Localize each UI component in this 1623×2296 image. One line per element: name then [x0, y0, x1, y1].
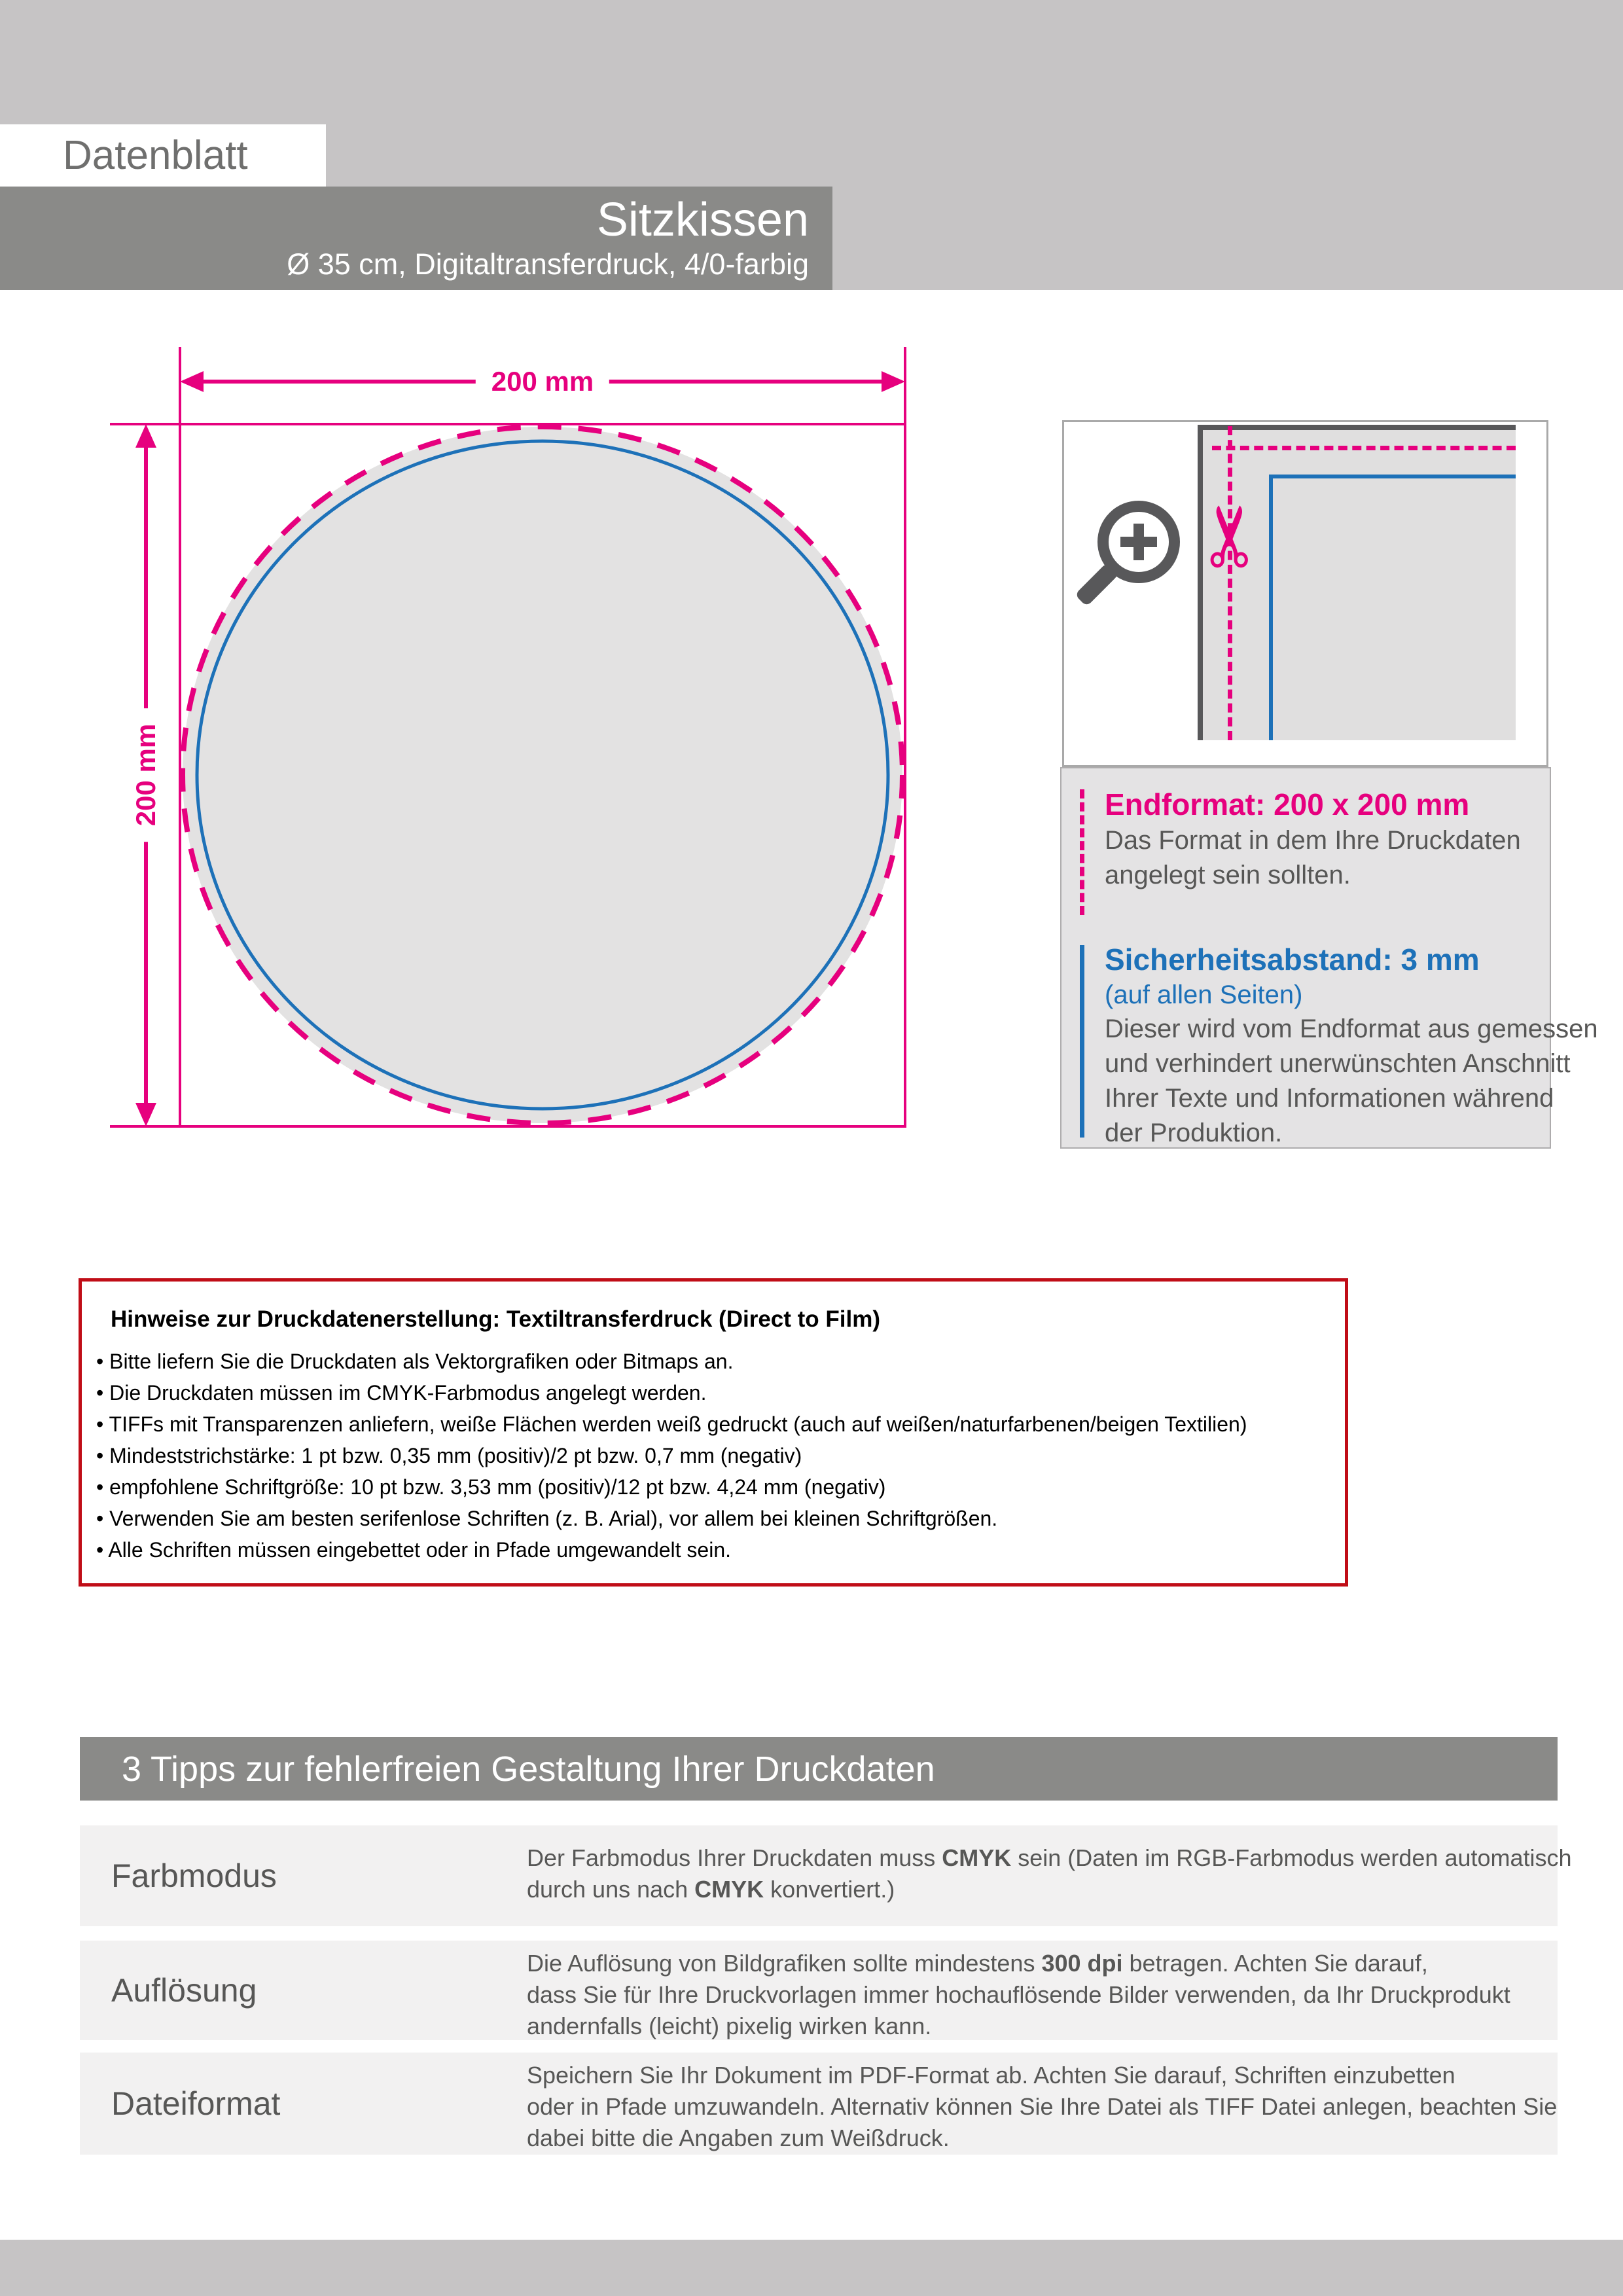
endformat-dashed-marker — [1080, 789, 1084, 915]
tip-text-bold: CMYK — [942, 1844, 1012, 1871]
cut-line-circle — [183, 427, 902, 1123]
safety-subtitle: (auf allen Seiten) — [1105, 980, 1303, 1009]
cut-line-horizontal — [1212, 446, 1516, 450]
tip-text-bold: CMYK — [694, 1876, 764, 1903]
datenblatt-label: Datenblatt — [63, 133, 248, 178]
hint-bullet: • Die Druckdaten müssen im CMYK-Farbmodus angelegt werden. — [96, 1377, 1247, 1408]
tip-row-label: Dateiformat — [111, 2085, 281, 2122]
zoom-in-icon-plus — [1133, 524, 1144, 560]
endformat-text-line: angelegt sein sollten. — [1105, 861, 1351, 889]
safety-text-line: Ihrer Texte und Informationen während — [1105, 1084, 1554, 1113]
tips-title: 3 Tipps zur fehlerfreien Gestaltung Ihrer Druckdaten — [122, 1749, 935, 1789]
tip-row-aufloesung — [80, 1941, 1558, 2040]
arrowhead-down — [135, 1103, 156, 1126]
datenblatt-label-box — [0, 124, 326, 187]
tip-text-segment: durch uns nach — [527, 1876, 695, 1903]
safety-title: Sicherheitsabstand: 3 mm — [1105, 942, 1480, 977]
endformat-title: Endformat: 200 x 200 mm — [1105, 787, 1470, 821]
tip-row-label: Farbmodus — [111, 1857, 277, 1894]
footer-band — [0, 2240, 1623, 2296]
safety-text-line: Dieser wird vom Endformat aus gemessen — [1105, 1014, 1598, 1043]
endformat-text-line: Das Format in dem Ihre Druckdaten — [1105, 826, 1521, 855]
tip-text-segment: Der Farbmodus Ihrer Druckdaten muss — [527, 1844, 942, 1871]
product-header-bar — [0, 187, 832, 290]
safety-text-line: und verhindert unerwünschten Anschnitt — [1105, 1049, 1571, 1078]
tip-text-segment: konvertiert.) — [764, 1876, 895, 1903]
width-dimension-label: 200 mm — [476, 366, 609, 397]
hints-list — [96, 1346, 1247, 1566]
hint-bullet: • Bitte liefern Sie die Druckdaten als Vektorgrafiken oder Bitmaps an. — [96, 1346, 1247, 1377]
format-info-panel — [1060, 767, 1598, 1149]
endformat-block — [1105, 785, 1521, 893]
safety-solid-marker — [1080, 945, 1084, 1138]
hint-bullet: • empfohlene Schriftgröße: 10 pt bzw. 3,53 mm (positiv)/12 pt bzw. 4,24 mm (negativ) — [96, 1471, 1247, 1503]
hint-bullet: • Verwenden Sie am besten serifenlose Schriften (z. B. Arial), vor allem bei kleinen Schriftgrößen. — [96, 1503, 1247, 1534]
tip-row-text — [527, 1948, 1510, 2042]
tip-text-segment: oder in Pfade umzuwandeln. Alternativ können Sie Ihre Datei als TIFF Datei anlegen, beachten Sie — [527, 2093, 1558, 2120]
safety-line-circle — [197, 441, 888, 1109]
arrowhead-right — [882, 371, 905, 392]
tip-row-dateiformat — [80, 2053, 1558, 2155]
hint-bullet: • Alle Schriften müssen eingebettet oder in Pfade umgewandelt sein. — [96, 1534, 1247, 1566]
bleed-area — [1198, 425, 1516, 740]
tip-text-segment: andernfalls (leicht) pixelig wirken kann. — [527, 2013, 932, 2039]
scissors-icon: ✂ — [1183, 501, 1280, 571]
tips-header-bar — [80, 1737, 1558, 1801]
tip-text-segment: Speichern Sie Ihr Dokument im PDF-Format ab. Achten Sie darauf, Schriften einzubetten — [527, 2062, 1455, 2089]
safety-block — [1105, 941, 1598, 1151]
hint-bullet: • Mindeststrichstärke: 1 pt bzw. 0,35 mm (positiv)/2 pt bzw. 0,7 mm (negativ) — [96, 1440, 1247, 1471]
tip-row-label: Auflösung — [111, 1972, 257, 2009]
height-dimension-label: 200 mm — [130, 708, 162, 842]
tip-text-segment: dass Sie für Ihre Druckvorlagen immer hochauflösende Bilder verwenden, da Ihr Druckprodukt — [527, 1981, 1510, 2008]
zoom-in-icon-handle — [1075, 562, 1119, 607]
tip-row-farbmodus — [80, 1825, 1572, 1926]
tip-text-segment: sein (Daten im RGB-Farbmodus werden automatisch — [1011, 1844, 1572, 1871]
print-data-hints-box — [79, 1278, 1348, 1587]
safety-line-horizontal — [1269, 475, 1516, 478]
endformat-square — [180, 424, 905, 1126]
arrowhead-up — [135, 424, 156, 448]
corner-detail-panel — [1062, 420, 1548, 767]
product-subtitle: Ø 35 cm, Digitaltransferdruck, 4/0-farbig — [287, 247, 809, 281]
tip-text-bold: 300 dpi — [1041, 1950, 1123, 1977]
tip-text-segment: Die Auflösung von Bildgrafiken sollte mindestens — [527, 1950, 1042, 1977]
cut-line-vertical — [1228, 426, 1232, 740]
tip-row-text — [527, 2060, 1557, 2154]
arrowhead-left — [180, 371, 204, 392]
tip-text-segment: dabei bitte die Angaben zum Weißdruck. — [527, 2125, 950, 2151]
hints-title: Hinweise zur Druckdatenerstellung: Textiltransferdruck (Direct to Film) — [111, 1306, 880, 1332]
tip-row-text — [527, 1842, 1572, 1905]
tip-text-segment: betragen. Achten Sie darauf, — [1122, 1950, 1428, 1977]
hint-bullet: • TIFFs mit Transparenzen anliefern, weiße Flächen werden weiß gedruckt (auch auf weißen/naturfarbenen/beigen Textilien) — [96, 1408, 1247, 1440]
safety-text-line: der Produktion. — [1105, 1119, 1283, 1147]
product-title: Sitzkissen — [596, 194, 809, 246]
